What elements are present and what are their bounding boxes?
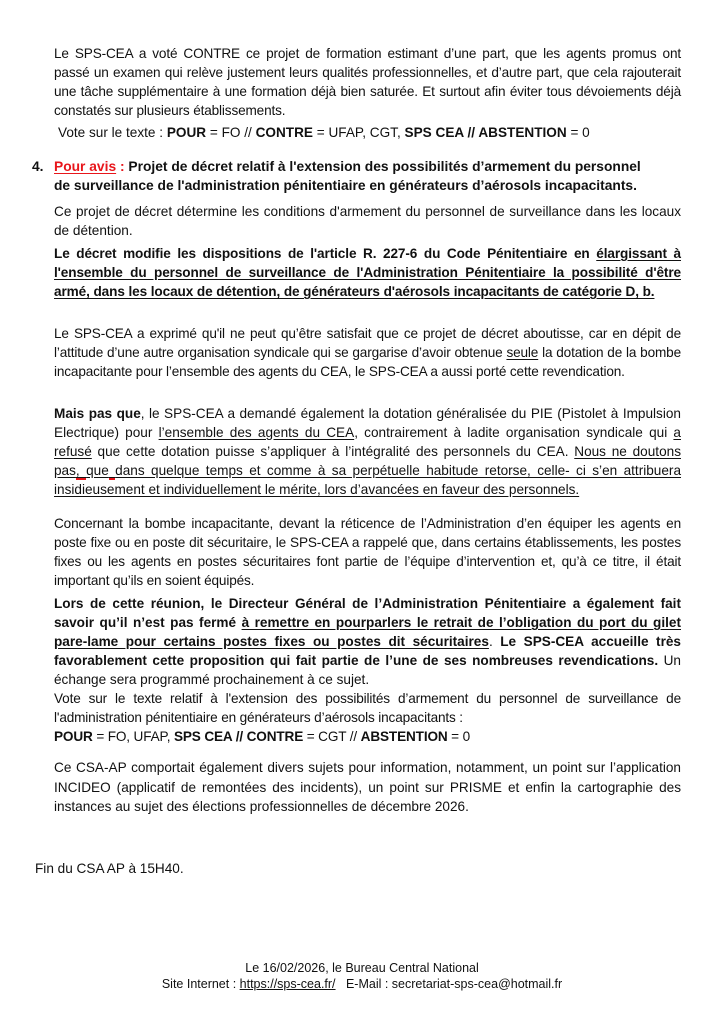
email-text: E-Mail : secretariat-sps-cea@hotmail.fr — [335, 977, 563, 991]
footer-contact: Site Internet : https://sps-cea.fr/ E-Mail : secretariat-sps-cea@hotmail.fr — [161, 977, 563, 991]
paragraph-decret-modifie: Le décret modifie les dispositions de l'article R. 227-6 du Code Pénitentiaire en élargissant à l'ensemble du personnel de surveillance de l'Administration Pénitentiaire la possibilité d'être armé, dans les locaux de détention, de générateurs d'aérosols incapacitants de catégorie D, b. — [54, 246, 681, 299]
section-4-heading: 4. Pour avis : Projet de décret relatif à l'extension des possibilités d’armement du personnel de surveillance de l'administration pénitentiaire en générateurs d’aérosols incapacitants. — [32, 159, 641, 193]
website-link[interactable]: https://sps-cea.fr/ — [239, 977, 336, 991]
pour-avis-tag: Pour avis — [54, 159, 117, 174]
footer-signature: Le 16/02/2026, le Bureau Central National — [245, 961, 479, 975]
paragraph-csa-info: Ce CSA-AP comportait également divers sujets pour information, notamment, un point sur l’application INCIDEO (applicatif de remontées des incidents), un point sur PRISME et enfin la cartographie des instances au sujet des élections professionnelles de décembre 2026. — [54, 760, 681, 814]
section-number: 4. — [32, 159, 44, 174]
paragraph-reunion-dgap: Lors de cette réunion, le Directeur Général de l’Administration Pénitentiaire a également fait savoir qu’il n’est pas fermé à remettre en pourparlers le retrait de l’obligation du port du gilet pare-lame pour certains postes fixes ou postes dit sécuritaires. Le SPS-CEA accueille très favorablement cette proposition qui fait partie de l’une de ses nombreuses revendications. Un échange sera programmé prochainement à ce sujet. — [54, 596, 681, 687]
paragraph-determine: Ce projet de décret détermine les conditions d'armement du personnel de surveillance dans les locaux de détention. — [54, 204, 681, 238]
vote-result-formation: Vote sur le texte : POUR = FO // CONTRE = UFAP, CGT, SPS CEA // ABSTENTION = 0 — [58, 125, 590, 140]
closing-time: Fin du CSA AP à 15H40. — [35, 861, 184, 876]
paragraph-mais-pas-que: Mais pas que, le SPS-CEA a demandé également la dotation généralisée du PIE (Pistolet à Impulsion Electrique) pour l’ensemble des agents du CEA, contrairement à ladite organisation syndicale qui a refusé que cette dotation puisse s’appliquer à l’intégralité des personnels du CEA. Nous ne doutons pas, que dans quelque temps et comme à sa perpétuelle habitude retorse, celle- ci s’en attribuera insidieusement et individuellement le mérite, lors d’avancées en faveur des personnels. — [54, 406, 682, 497]
spellcheck-mark — [109, 463, 115, 478]
section-title: Projet de décret relatif à l'extension des possibilités d’armement du personnel — [128, 159, 641, 174]
vote-result-armement: Vote sur le texte relatif à l'extension des possibilités d’armement du personnel de surveillance de l'administration pénitentiaire en générateurs d’aérosols incapacitants : POUR = FO, UFAP, SPS CEA // CONTRE = CGT // ABSTENTION = 0 — [54, 691, 681, 744]
paragraph-sps-exprime: Le SPS-CEA a exprimé qu'il ne peut qu’être satisfait que ce projet de décret aboutisse, car en dépit de l’attitude d’une autre organisation syndicale qui se gargarise d’avoir obtenue seule la dotation de la bombe incapacitante pour l’ensemble des agents du CEA, le SPS-CEA a aussi porté cette revendication. — [54, 326, 681, 379]
footer — [0, 960, 724, 992]
paragraph-vote-contre: Le SPS-CEA a voté CONTRE ce projet de formation estimant d’une part, que les agents promus ont passé un examen qui relève justement leurs qualités professionnelles, et d’autre part, que cela rajouterait une tâche supplémentaire à une formation déjà bien saturée. Et surtout afin éviter tous dévoiements déjà constatés sur plusieurs établissements. — [54, 46, 681, 118]
paragraph-bombe-incapacitante: Concernant la bombe incapacitante, devant la réticence de l’Administration d’en équiper les agents en poste fixe ou en poste dit sécuritaire, le SPS-CEA a rappelé que, dans certains établissements, les postes fixes ou les agents en postes sécuritaires font partie de l’équipe d’intervention et, qu’à ce titre, il était important qu’ils en soient équipés. — [54, 516, 681, 588]
spellcheck-mark: , — [75, 463, 87, 478]
